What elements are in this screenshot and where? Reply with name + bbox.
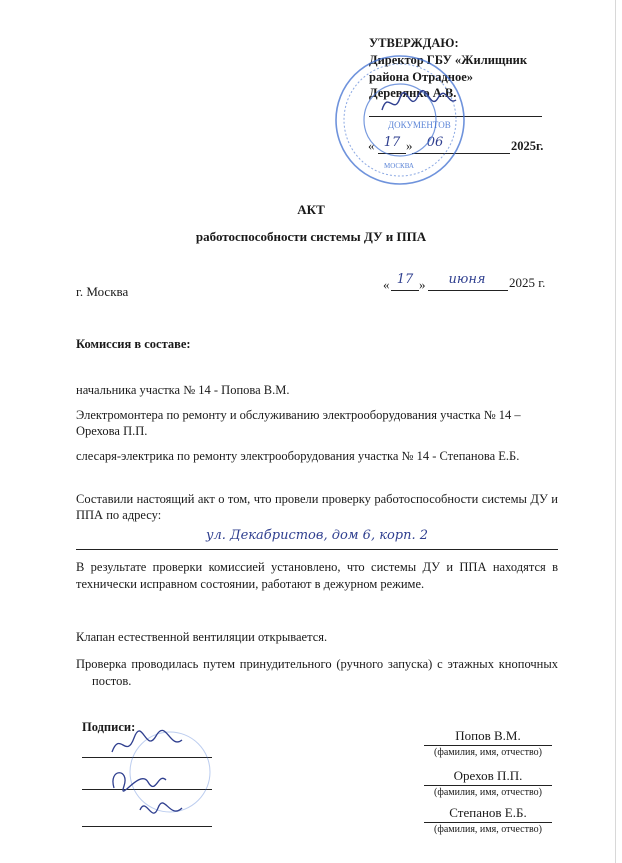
stamp-word-1: ДОКУМЕНТОВ [388,120,451,130]
approval-line-1: Директор ГБУ «Жилищник [369,53,528,67]
approval-date-mid: » [406,138,413,153]
approval-date-month: 06 [426,135,444,150]
address-handwritten: ул. Декабристов, дом 6, корп. 2 [205,528,429,543]
name-line-2 [424,785,552,786]
approval-date-year: 2025г. [511,139,544,153]
signature-name-2: Орехов П.П. [453,768,523,783]
body-p1-line-1: Составили настоящий акт о том, что провели проверку работоспособности системы ДУ и [76,492,558,506]
doc-date-month: июня [448,272,486,287]
signature-caption-1: (фамилия, имя, отчество) [434,747,542,758]
body-p4-line-1: Проверка проводилась путем принудительного (ручного запуска) с этажных кнопочных [76,657,558,671]
body-p2-line-1: В результате проверки комиссией установлено, что системы ДУ и ППА находятся в [76,560,558,574]
doc-date-open: « [383,277,390,292]
doc-title: АКТ [297,202,325,217]
approval-line-2: района Отрадное» [369,70,474,84]
body-p3: Клапан естественной вентиляции открывается. [76,630,328,644]
approval-line-3: Деревянко А.В. [369,86,457,100]
signature-name-1: Попов В.М. [455,728,521,743]
commission-member-2-cont: Орехова П.П. [76,424,148,438]
name-line-1 [424,745,552,746]
signature-name-3: Степанов Е.Б. [449,805,527,820]
commission-member-3: слесаря-электрика по ремонту электрооборудования участка № 14 - Степанова Е.Б. [76,449,520,463]
commission-member-1: начальника участка № 14 - Попова В.М. [76,383,290,397]
body-p4-line-2: постов. [92,674,132,688]
signatures-heading: Подписи: [82,720,136,734]
doc-date-month-line [428,290,508,291]
doc-date-day-line [391,290,419,291]
doc-city: г. Москва [76,284,129,299]
body-p2-line-2: технически исправном состоянии, работают в дежурном режиме. [76,577,425,591]
doc-date-mid: » [419,277,426,292]
approval-date-open: « [368,138,375,153]
commission-heading: Комиссия в составе: [76,337,191,351]
round-stamp [330,50,470,190]
page-edge [615,0,616,863]
approval-title: УТВЕРЖДАЮ: [369,36,459,50]
name-line-3 [424,822,552,823]
director-signature [378,88,458,118]
doc-subtitle: работоспособности системы ДУ и ППА [195,229,427,244]
address-line [76,549,558,550]
commission-member-2: Электромонтера по ремонту и обслуживанию электрооборудования участка № 14 – [76,408,521,422]
body-p1-line-2: ППА по адресу: [76,508,162,522]
doc-date-day: 17 [396,272,414,287]
stamp-word-2: МОСКВА [384,162,414,170]
approval-date-day: 17 [383,135,401,150]
doc-date-year: 2025 г. [509,275,546,290]
signature-caption-2: (фамилия, имя, отчество) [434,787,542,798]
signature-caption-3: (фамилия, имя, отчество) [434,824,542,835]
handwritten-signatures [100,724,210,834]
